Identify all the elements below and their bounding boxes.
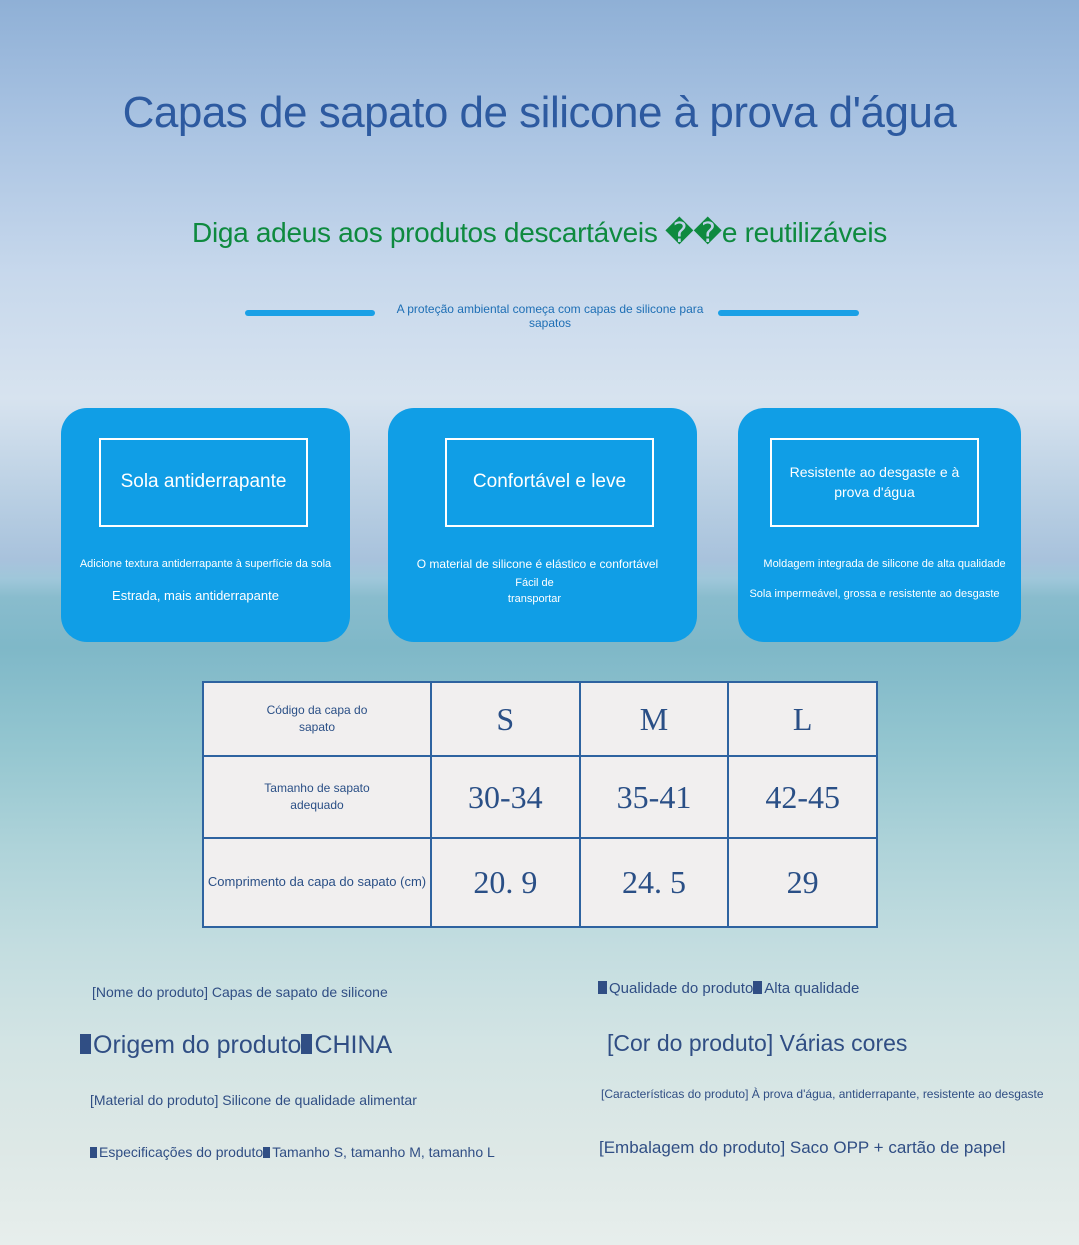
- missing-glyph-icon: [753, 981, 762, 994]
- spec-color: [Cor do produto] Várias cores: [607, 1030, 908, 1056]
- feature-title: Resistente ao desgaste e à: [789, 463, 960, 480]
- row-header-line: Código da capa do: [266, 703, 368, 718]
- spec-label: Origem do produto: [93, 1031, 302, 1059]
- size-cell: 42-45: [728, 756, 877, 838]
- spec-value: Tamanho S, tamanho M, tamanho L: [272, 1144, 495, 1160]
- feature-title-box: [445, 438, 654, 527]
- spec-specifications: [90, 1144, 495, 1160]
- missing-glyph-icon: [263, 1147, 270, 1158]
- spec-quality: [598, 980, 859, 997]
- feature-title: prova d'água: [834, 483, 915, 500]
- table-row: [203, 682, 877, 756]
- spec-value: CHINA: [314, 1031, 393, 1059]
- tagline: A proteção ambiental começa com capas de silicone para sapatos: [396, 302, 704, 330]
- size-cell: 24. 5: [580, 838, 729, 927]
- row-header-line: adequado: [290, 798, 344, 812]
- row-header: [203, 838, 431, 927]
- feature-line: Fácil de: [515, 577, 554, 589]
- size-cell: 35-41: [580, 756, 729, 838]
- feature-card-comfortable: [388, 408, 697, 642]
- spec-features: [Características do produto] À prova d'água, antiderrapante, resistente ao desgaste: [601, 1087, 1044, 1101]
- size-cell: 20. 9: [431, 838, 580, 927]
- size-table: [202, 681, 878, 928]
- spec-origin: [80, 1031, 392, 1060]
- missing-glyph-icon: [90, 1147, 97, 1158]
- size-cell: L: [728, 682, 877, 756]
- feature-title: Sola antiderrapante: [120, 471, 287, 493]
- row-header-line: Comprimento da capa do sapato (cm): [207, 874, 427, 890]
- feature-title-box: [99, 438, 308, 527]
- missing-glyph-icon: [598, 981, 607, 994]
- feature-line: O material de silicone é elástico e confortável: [416, 557, 659, 571]
- missing-glyph-icon: [80, 1034, 91, 1054]
- row-header-line: sapato: [298, 720, 336, 734]
- spec-label: Especificações do produto: [99, 1144, 264, 1160]
- spec-material: [Material do produto] Silicone de qualidade alimentar: [90, 1092, 417, 1108]
- size-cell: 30-34: [431, 756, 580, 838]
- table-row: [203, 838, 877, 927]
- feature-title-box: [770, 438, 979, 527]
- feature-line: transportar: [507, 593, 562, 605]
- spec-label: Qualidade do produto: [609, 980, 754, 997]
- size-cell: 29: [728, 838, 877, 927]
- table-row: [203, 756, 877, 838]
- page-title: Capas de sapato de silicone à prova d'água: [122, 88, 957, 137]
- divider-left: [245, 310, 375, 316]
- spec-packaging: [Embalagem do produto] Saco OPP + cartão de papel: [599, 1138, 1006, 1157]
- feature-line: Moldagem integrada de silicone de alta qualidade: [763, 558, 1006, 570]
- divider-right: [718, 310, 859, 316]
- row-header-line: Tamanho de sapato: [264, 781, 370, 796]
- feature-line: Estrada, mais antiderrapante: [112, 588, 279, 603]
- feature-title: Confortável e leve: [472, 471, 627, 493]
- feature-card-waterproof: [738, 408, 1021, 642]
- size-cell: M: [580, 682, 729, 756]
- subtitle: Diga adeus aos produtos descartáveis ��e reutilizáveis: [192, 217, 887, 248]
- row-header: [203, 756, 431, 838]
- spec-value: Alta qualidade: [764, 980, 860, 997]
- feature-line: Adicione textura antiderrapante à superfície da sola: [79, 558, 332, 570]
- size-cell: S: [431, 682, 580, 756]
- missing-glyph-icon: [301, 1034, 312, 1054]
- feature-card-anti-slip: [61, 408, 350, 642]
- spec-name: [Nome do produto] Capas de sapato de silicone: [92, 984, 388, 1000]
- feature-line: Sola impermeável, grossa e resistente ao desgaste: [749, 588, 1000, 600]
- row-header: [203, 682, 431, 756]
